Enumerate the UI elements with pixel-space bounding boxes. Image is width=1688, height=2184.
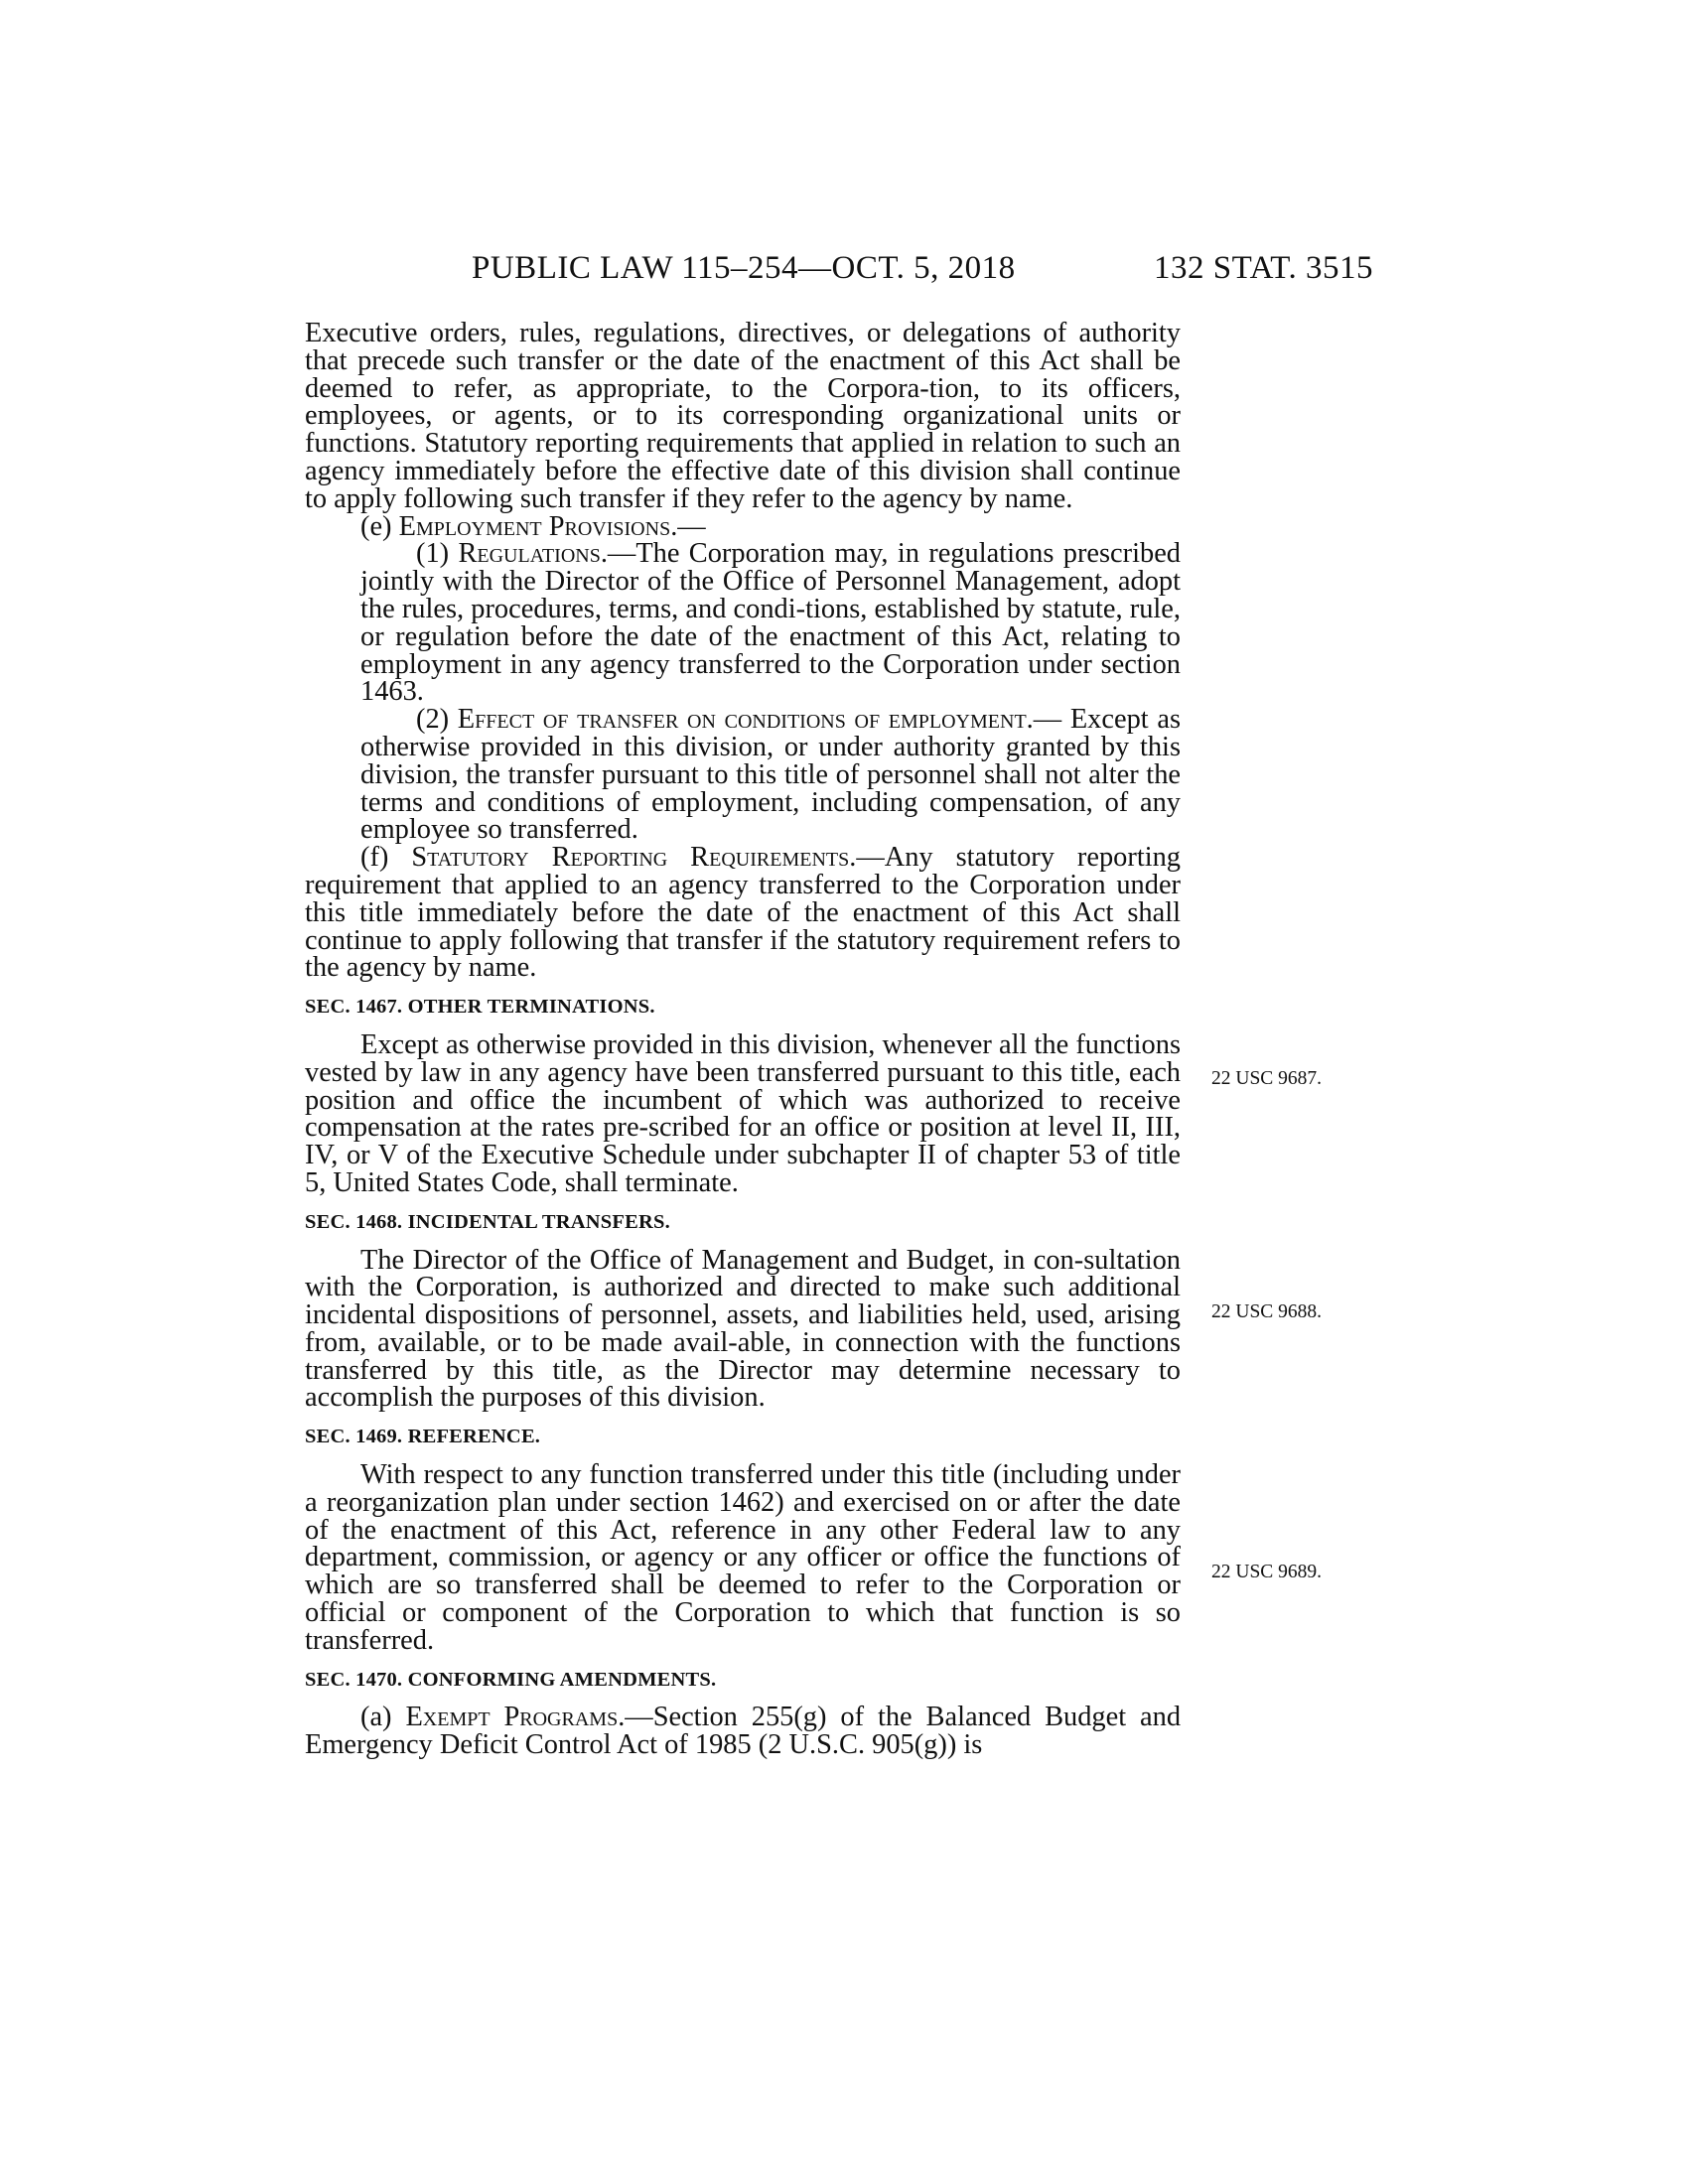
subsection-f-text: —Any statutory reporting requirement that applied to an agency transferred to the Corporation under this title immediately before the date of the enactment of this Act shall continue to apply following that transfer if the statutory requirement refers to the agency by name. <box>305 842 1181 984</box>
section-1469-text: With respect to any function transferred under this title (including under a reorganization plan under section 1462) and exercised on or after the date of the enactment of this Act, reference in any other Federal law to any department, commission, or agency or any officer or office the functions of which are so transferred shall be deemed to refer to the Corporation or official or component of the Corporation to which that function is so transferred. <box>305 1459 1181 1656</box>
paragraph-e1-text: —The Corporation may, in regulations prescribed jointly with the Director of the Office of Personnel Management, adopt the rules, procedures, terms, and condi-tions, established by statute, rule, or regulation before the date of the enactment of this Act, relating to employment in any agency transferred to the Corporation under section 1463. <box>360 538 1181 708</box>
paragraph-e2-heading: Effect of transfer on conditions of employment. <box>457 704 1034 736</box>
margin-note-section-1467: 22 USC 9687. <box>1211 1068 1323 1089</box>
paragraph-e2-label: (2) <box>416 704 458 736</box>
section-1470-a-text: —Section 255(g) of the Balanced Budget and Emergency Deficit Control Act of 1985 (2 U.S.C. 905(g)) is <box>305 1702 1182 1761</box>
margin-note-section-1469: 22 USC 9689. <box>1211 1562 1323 1582</box>
subsection-f-label: (f) <box>360 842 412 874</box>
section-1470-subsection-a <box>305 1704 1181 1759</box>
section-1468-heading: SEC. 1468. INCIDENTAL TRANSFERS. <box>305 1210 670 1233</box>
paragraph-e1-label: (1) <box>416 538 459 570</box>
section-1470-a-label: (a) <box>360 1702 406 1733</box>
subsection-f <box>305 844 1181 982</box>
subsection-e-label: (e) <box>360 510 399 542</box>
section-1470-a-heading: Exempt Programs. <box>405 1702 626 1733</box>
continued-paragraph: Executive orders, rules, regulations, directives, or delegations of authority that precede such transfer or the date of the enactment of this Act shall be deemed to refer, as appropriate, to the Corpora-tion, to its officers, employees, or agents, or to its corresponding organizational units or functions. Statutory reporting requirements that applied in relation to such an agency immediately before the effective date of this division shall continue to apply following such transfer if they refer to the agency by name. <box>305 318 1181 514</box>
subsection-e-heading <box>305 510 1181 542</box>
paragraph-e1 <box>305 540 1181 706</box>
margin-note-section-1468: 22 USC 9688. <box>1211 1301 1323 1322</box>
statute-page-number: 132 STAT. 3515 <box>1154 250 1374 286</box>
public-law-title: PUBLIC LAW 115–254—OCT. 5, 2018 <box>472 250 1016 286</box>
paragraph-e2 <box>305 706 1181 844</box>
section-1470-heading: SEC. 1470. CONFORMING AMENDMENTS. <box>305 1668 717 1691</box>
subsection-e-dash: — <box>677 510 706 542</box>
paragraph-e1-heading: Regulations. <box>458 538 608 570</box>
section-1467-heading: SEC. 1467. OTHER TERMINATIONS. <box>305 996 655 1019</box>
document-body <box>305 320 1181 1759</box>
section-1468-text: The Director of the Office of Management and Budget, in con-sultation with the Corporation, is authorized and directed to make such additional incidental dispositions of personnel, assets, and liabilities held, used, arising from, available, or to be made avail-able, in connection with the functions transferred by this title, as the Director may determine necessary to accomplish the purposes of this division. <box>305 1244 1181 1414</box>
subsection-e-title: Employment Provisions. <box>398 510 678 542</box>
section-1467-text: Except as otherwise provided in this division, whenever all the functions vested by law in any agency have been transferred pursuant to this title, each position and office the incumbent of which was authorized to receive compensation at the rates pre-scribed for an office or position at level II, III, IV, or V of the Executive Schedule under subchapter II of chapter 53 of title 5, United States Code, shall terminate. <box>305 1028 1181 1198</box>
section-1469-heading: SEC. 1469. REFERENCE. <box>305 1426 541 1448</box>
paragraph-e2-text: — Except as otherwise provided in this division, or under authority granted by this division, the transfer pursuant to this title of personnel shall not alter the terms and conditions of employment, including compensation, of any employee so transferred. <box>360 704 1182 846</box>
subsection-f-heading: Statutory Reporting Requirements. <box>411 842 857 874</box>
